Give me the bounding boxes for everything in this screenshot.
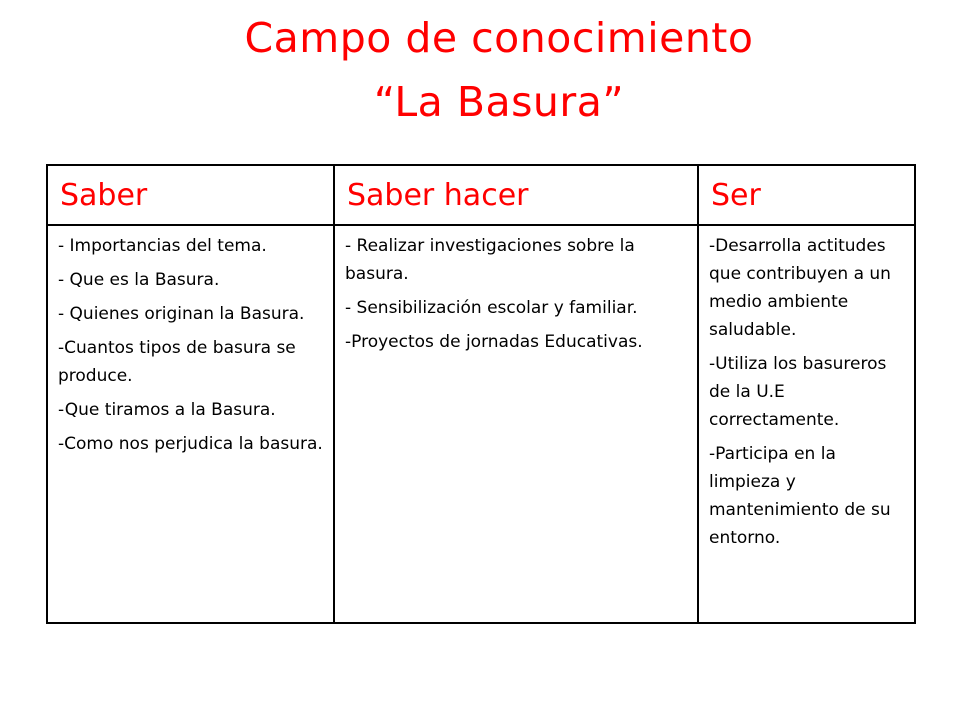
slide-title [0,6,960,134]
list-item: - Sensibilización escolar y familiar. [345,298,638,318]
list-item: -Utiliza los basureros de la U.E correctamente. [709,354,887,430]
list-item: -Desarrolla actitudes que contribuyen a un medio ambiente saludable. [709,236,891,340]
column-saber-hacer [334,225,698,623]
list-item: -Cuantos tipos de basura se produce. [58,338,296,386]
column-saber [47,225,334,623]
list-item: -Proyectos de jornadas Educativas. [345,332,643,352]
list-item: -Que tiramos a la Basura. [58,400,276,420]
list-item: -Como nos perjudica la basura. [58,434,323,454]
table-header-row [47,165,915,225]
list-item: -Participa en la limpieza y mantenimiento de su entorno. [709,444,891,548]
header-saber: Saber [47,165,334,225]
title-line-2: “La Basura” [373,78,625,126]
list-item: - Que es la Basura. [58,270,220,290]
list-item: - Importancias del tema. [58,236,267,256]
table-row [47,225,915,623]
list-item: - Quienes originan la Basura. [58,304,305,324]
header-ser: Ser [698,165,915,225]
list-item: - Realizar investigaciones sobre la basura. [345,236,635,284]
column-ser [698,225,915,623]
header-saber-hacer: Saber hacer [334,165,698,225]
title-line-1: Campo de conocimiento [244,14,754,62]
knowledge-table [46,164,916,624]
